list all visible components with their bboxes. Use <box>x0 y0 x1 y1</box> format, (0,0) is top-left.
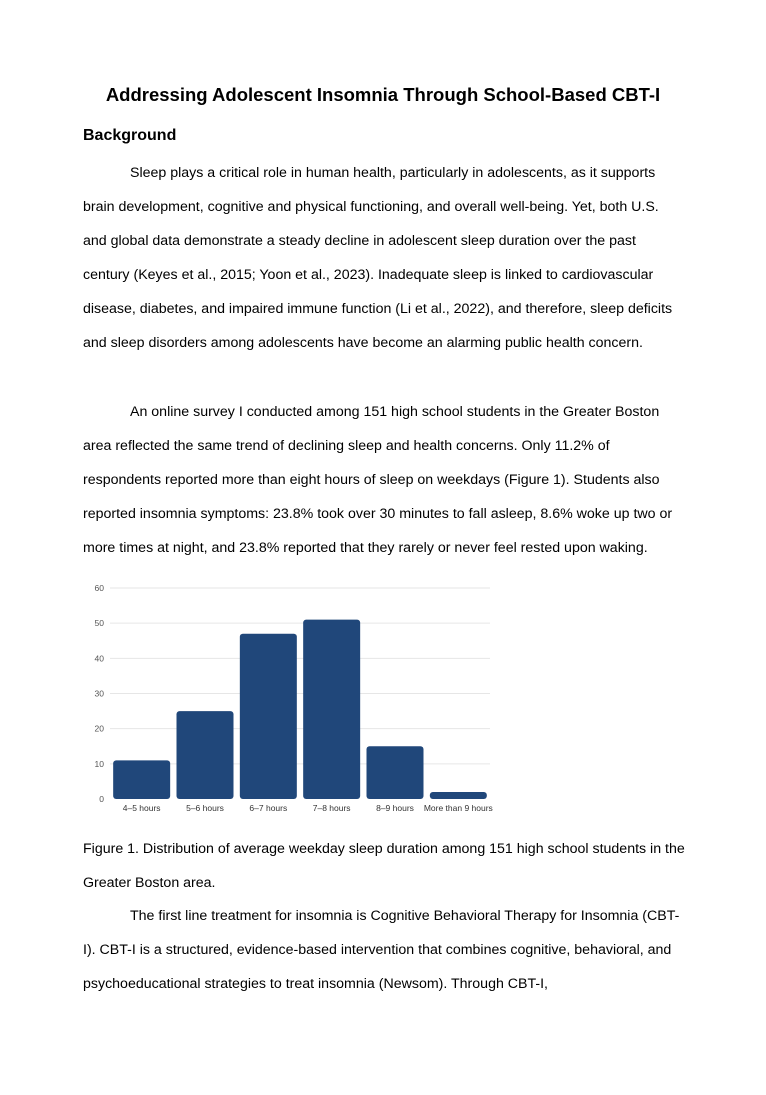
y-tick-label: 20 <box>94 723 104 734</box>
paragraph-1: Sleep plays a critical role in human health, particularly in adolescents, as it supports brain development, cognitive and physical functioning, and overall well-being. Yet, both U.S. and global data demonstrate a steady decline in adolescent sleep duration over the past century (Keyes et al., 2015; Yoon et al., 2023). Inadequate sleep is linked to cardiovascular disease, diabetes, and impaired immune function (Li et al., 2022), and therefore, sleep deficits and sleep disorders among adolescents have become an alarming public health concern. <box>83 165 673 351</box>
bar <box>430 792 487 799</box>
bar <box>367 746 424 799</box>
x-tick-label: 5–6 hours <box>186 803 224 813</box>
paragraph-3: The first line treatment for insomnia is Cognitive Behavioral Therapy for Insomnia (CBT-I). CBT-I is a structured, evidence-based intervention that combines cognitive, behavioral, and psychoeducational strategies to treat insomnia (Newsom). Through CBT-I, <box>83 908 680 992</box>
section-heading-background: Background <box>83 127 177 144</box>
y-tick-label: 50 <box>94 618 104 629</box>
y-tick-label: 30 <box>94 688 104 699</box>
document-title: Addressing Adolescent Insomnia Through School-Based CBT-I <box>105 84 661 105</box>
sleep-duration-bar-chart <box>83 578 503 823</box>
y-tick-label: 0 <box>99 794 104 804</box>
x-tick-label: 4–5 hours <box>122 803 161 813</box>
bar <box>113 760 170 799</box>
x-tick-label: 7–8 hours <box>312 803 351 813</box>
x-tick-label: 8–9 hours <box>376 803 414 813</box>
y-tick-label: 40 <box>94 653 104 664</box>
y-tick-label: 10 <box>94 758 104 769</box>
bar <box>303 620 360 799</box>
x-tick-label: 6–7 hours <box>249 803 288 813</box>
y-tick-label: 60 <box>94 583 104 593</box>
x-tick-label: More than 9 hours <box>423 803 493 813</box>
bar <box>240 634 297 799</box>
bar <box>177 711 234 799</box>
figure-caption: Figure 1. Distribution of average weekday sleep duration among 151 high school students in the Greater Boston area. <box>83 841 685 891</box>
paragraph-2: An online survey I conducted among 151 high school students in the Greater Boston area reflected the same trend of declining sleep and health concerns. Only 11.2% of respondents reported more than eight hours of sleep on weekdays (Figure 1). Students also reported insomnia symptoms: 23.8% took over 30 minutes to fall asleep, 8.6% woke up two or more times at night, and 23.8% reported that they rarely or never feel rested upon waking. <box>83 404 673 556</box>
